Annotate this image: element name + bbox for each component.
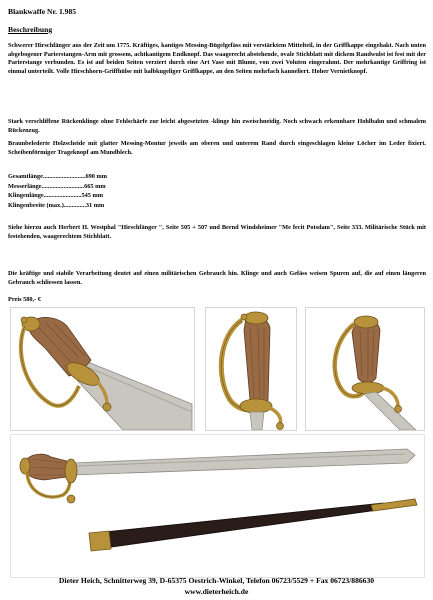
description-paragraph-blade: Stark verschliffene Rückenklinge ohne Fehlschärfe zur leicht abgesetzten -klinge hin zweischneidig. Noch schwach erkennbare Hohlbahn und schmalem Rückenzug. <box>8 118 426 134</box>
section-heading: Beschreibung <box>8 25 53 34</box>
spec-row-blade-width: Klingenbreite (max.)..............31 mm <box>8 201 105 209</box>
spec-row-overall-length: Gesamtlänge...........................690 mm <box>8 173 108 180</box>
photo-hilt-reverse-view <box>305 307 425 431</box>
price-label: Preis 580,- € <box>8 296 41 303</box>
lot-title: Blankwaffe Nr. 1.985 <box>8 7 77 16</box>
footer-address: Dieter Heich, Schnitterweg 39, D-65375 Oestrich-Winkel, Telefon 06723/5529 + Fax 06723/886630 <box>58 576 375 585</box>
reference-paragraph: Siehe hierzu auch Herbert H. Westphal "Hirschfänger ", Seite 505 + 507 und Bernd Windsheimer "Me fecit Potsdam", Seite 333. Militärische Stück mit festehenden, waagerechtem Stichblatt. <box>8 224 426 240</box>
description-paragraph-hilt: Schwerer Hirschfänger aus der Zeit um 1775. Kräftiges, kantiges Messing-Bügelgefäss mit verstärktem Mittelteil, in der Griffkappe eingehakt. Nach unten abgebogener Parierstangen-Arm mit grossem, achtkantigem Endknopf. Das waagerecht abstehende, ovale Stichblatt mit dickem Randwulst ist fest mit der Parierstange verbunden. Es ist auf beiden Seiten verziert durch eine Art Vase mit Blume, von zwei Voluten eingerahmt. Der mehrkantige Griffring ist einmal unterteilt. Volle Hirschhorn-Griffhülse mit halbkugeliger Griffkappe, an den Seiten mehrfach kanneliert. Hoher Vernietknopf. <box>8 42 426 75</box>
photo-hilt-knuckle-bow-view <box>205 307 297 431</box>
photo-hilt-side-view <box>10 307 195 431</box>
specs-list <box>8 172 107 210</box>
footer-website: www.dieterheich.de <box>184 587 249 596</box>
spec-row-blade-length: Klingenlänge........................545 mm <box>8 192 103 200</box>
spec-row-knife-length: Messerlänge...........................665 mm <box>8 182 106 190</box>
photo-full-sword-and-scabbard <box>10 434 425 578</box>
condition-paragraph: Die kräftige und stabile Verarbeitung deutet auf einen militärischen Gebrauch hin. Klinge und auch Gefäss weisen Spuren auf, die auf einen längeren Gebrauch schliessen lassen. <box>8 270 426 286</box>
description-paragraph-scabbard: Braunbelederte Holzscheide mit glatter Messing-Montur jeweils am oberen und unterem Rand durch eingeschlagen kleine Löcher im Leder fixiert. Scheibenförmiger Trageknopf am Mundblech. <box>8 140 426 156</box>
